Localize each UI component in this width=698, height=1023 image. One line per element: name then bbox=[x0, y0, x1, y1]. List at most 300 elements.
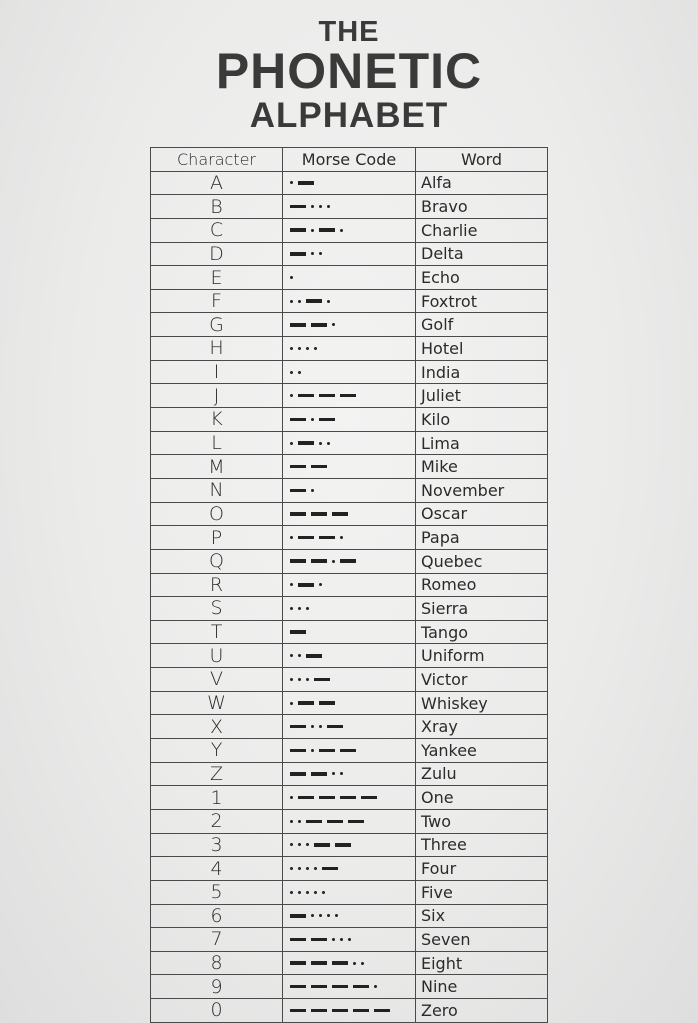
table-row bbox=[151, 621, 548, 645]
morse-dot bbox=[319, 442, 322, 445]
morse-dot bbox=[298, 678, 301, 681]
morse-dash bbox=[290, 323, 306, 327]
table-row bbox=[151, 692, 548, 716]
morse-code-symbols bbox=[290, 337, 322, 360]
morse-dash bbox=[314, 843, 330, 847]
character-cell: 4 bbox=[151, 857, 283, 881]
morse-cell bbox=[283, 668, 416, 692]
header-word: Word bbox=[416, 148, 548, 172]
morse-cell bbox=[283, 928, 416, 952]
morse-dot bbox=[353, 962, 356, 965]
morse-code-symbols bbox=[290, 408, 340, 431]
character-cell: Q bbox=[151, 550, 283, 574]
table-row bbox=[151, 928, 548, 952]
table-header-row bbox=[151, 148, 548, 172]
morse-dot bbox=[290, 867, 293, 870]
morse-dot bbox=[306, 607, 309, 610]
morse-dot bbox=[306, 678, 309, 681]
morse-dash bbox=[332, 512, 348, 516]
table-row bbox=[151, 999, 548, 1023]
morse-dash bbox=[306, 820, 322, 824]
morse-cell bbox=[283, 526, 416, 550]
morse-code-symbols bbox=[290, 881, 330, 904]
word-cell: Echo bbox=[416, 266, 548, 290]
morse-cell bbox=[283, 857, 416, 881]
morse-dash bbox=[311, 465, 327, 469]
morse-code-symbols bbox=[290, 384, 361, 407]
morse-code-symbols bbox=[290, 786, 382, 809]
morse-dash bbox=[311, 938, 327, 942]
morse-cell bbox=[283, 243, 416, 267]
morse-dash bbox=[353, 1009, 369, 1013]
morse-dot bbox=[340, 938, 343, 941]
table-row bbox=[151, 526, 548, 550]
morse-dash bbox=[298, 441, 314, 445]
character-cell: J bbox=[151, 384, 283, 408]
table-row bbox=[151, 668, 548, 692]
morse-cell bbox=[283, 432, 416, 456]
morse-dash bbox=[340, 394, 356, 398]
morse-dot bbox=[322, 891, 325, 894]
morse-code-symbols bbox=[290, 999, 395, 1022]
morse-dash bbox=[311, 1009, 327, 1013]
morse-dot bbox=[319, 205, 322, 208]
morse-dash bbox=[332, 1009, 348, 1013]
character-cell: H bbox=[151, 337, 283, 361]
morse-dot bbox=[290, 300, 293, 303]
word-cell: Juliet bbox=[416, 384, 548, 408]
morse-dot bbox=[298, 820, 301, 823]
morse-dash bbox=[290, 1009, 306, 1013]
word-cell: Six bbox=[416, 905, 548, 929]
word-cell: Quebec bbox=[416, 550, 548, 574]
morse-dot bbox=[290, 607, 293, 610]
morse-cell bbox=[283, 621, 416, 645]
word-cell: One bbox=[416, 786, 548, 810]
table-row bbox=[151, 290, 548, 314]
morse-cell bbox=[283, 195, 416, 219]
word-cell: Oscar bbox=[416, 503, 548, 527]
word-cell: Charlie bbox=[416, 219, 548, 243]
word-cell: Three bbox=[416, 834, 548, 858]
morse-dot bbox=[319, 252, 322, 255]
word-cell: November bbox=[416, 479, 548, 503]
morse-cell bbox=[283, 313, 416, 337]
morse-dot bbox=[319, 725, 322, 728]
morse-dash bbox=[361, 796, 377, 800]
morse-code-symbols bbox=[290, 455, 332, 478]
word-cell: Two bbox=[416, 810, 548, 834]
word-cell: Romeo bbox=[416, 574, 548, 598]
morse-dot bbox=[319, 583, 322, 586]
word-cell: Xray bbox=[416, 715, 548, 739]
morse-code-symbols bbox=[290, 195, 335, 218]
table-row bbox=[151, 479, 548, 503]
morse-code-symbols bbox=[290, 597, 314, 620]
morse-dash bbox=[306, 654, 322, 658]
word-cell: Eight bbox=[416, 952, 548, 976]
morse-cell bbox=[283, 715, 416, 739]
character-cell: N bbox=[151, 479, 283, 503]
morse-dot bbox=[290, 678, 293, 681]
word-cell: Nine bbox=[416, 975, 548, 999]
character-cell: P bbox=[151, 526, 283, 550]
morse-dash bbox=[340, 559, 356, 563]
morse-code-symbols bbox=[290, 219, 348, 242]
table-row bbox=[151, 715, 548, 739]
morse-cell bbox=[283, 219, 416, 243]
morse-dot bbox=[290, 371, 293, 374]
morse-dash bbox=[290, 938, 306, 942]
word-cell: Whiskey bbox=[416, 692, 548, 716]
morse-dot bbox=[306, 891, 309, 894]
morse-cell bbox=[283, 266, 416, 290]
morse-dot bbox=[340, 536, 343, 539]
table-row bbox=[151, 881, 548, 905]
character-cell: 3 bbox=[151, 834, 283, 858]
morse-dash bbox=[311, 985, 327, 989]
morse-dash bbox=[340, 749, 356, 753]
morse-code-symbols bbox=[290, 834, 356, 857]
morse-dot bbox=[335, 914, 338, 917]
morse-code-symbols bbox=[290, 266, 298, 289]
character-cell: C bbox=[151, 219, 283, 243]
morse-dot bbox=[332, 560, 335, 563]
character-cell: M bbox=[151, 455, 283, 479]
character-cell: Z bbox=[151, 763, 283, 787]
word-cell: Papa bbox=[416, 526, 548, 550]
word-cell: Tango bbox=[416, 621, 548, 645]
word-cell: Victor bbox=[416, 668, 548, 692]
table-row bbox=[151, 243, 548, 267]
morse-cell bbox=[283, 692, 416, 716]
morse-code-symbols bbox=[290, 526, 348, 549]
character-cell: X bbox=[151, 715, 283, 739]
table-row bbox=[151, 905, 548, 929]
table-row bbox=[151, 266, 548, 290]
word-cell: Lima bbox=[416, 432, 548, 456]
character-cell: K bbox=[151, 408, 283, 432]
morse-dash bbox=[298, 394, 314, 398]
table-row bbox=[151, 810, 548, 834]
character-cell: 1 bbox=[151, 786, 283, 810]
title-phonetic: PHONETIC bbox=[215, 43, 483, 99]
table-row bbox=[151, 857, 548, 881]
morse-code-symbols bbox=[290, 172, 319, 195]
character-cell: 6 bbox=[151, 905, 283, 929]
morse-dot bbox=[298, 867, 301, 870]
morse-code-symbols bbox=[290, 644, 327, 667]
morse-dash bbox=[311, 512, 327, 516]
morse-dash bbox=[290, 749, 306, 753]
morse-dot bbox=[327, 914, 330, 917]
morse-dot bbox=[290, 583, 293, 586]
morse-dash bbox=[290, 985, 306, 989]
header-character: Character bbox=[151, 148, 283, 172]
morse-dash bbox=[319, 394, 335, 398]
morse-code-symbols bbox=[290, 668, 335, 691]
morse-dot bbox=[290, 820, 293, 823]
morse-cell bbox=[283, 810, 416, 834]
morse-dash bbox=[290, 418, 306, 422]
word-cell: Alfa bbox=[416, 172, 548, 196]
morse-dot bbox=[311, 489, 314, 492]
word-cell: Yankee bbox=[416, 739, 548, 763]
morse-dash bbox=[319, 536, 335, 540]
morse-code-symbols bbox=[290, 574, 327, 597]
character-cell: F bbox=[151, 290, 283, 314]
morse-dot bbox=[290, 442, 293, 445]
character-cell: R bbox=[151, 574, 283, 598]
morse-code-symbols bbox=[290, 739, 361, 762]
morse-code-symbols bbox=[290, 905, 343, 928]
morse-dot bbox=[298, 607, 301, 610]
word-cell: Foxtrot bbox=[416, 290, 548, 314]
table-body bbox=[151, 172, 548, 1023]
morse-dash bbox=[374, 1009, 390, 1013]
morse-dash bbox=[298, 701, 314, 705]
table-row bbox=[151, 550, 548, 574]
morse-dot bbox=[290, 276, 293, 279]
morse-dot bbox=[332, 772, 335, 775]
morse-dash bbox=[298, 536, 314, 540]
morse-dash bbox=[327, 725, 343, 729]
morse-cell bbox=[283, 172, 416, 196]
morse-dash bbox=[319, 749, 335, 753]
morse-cell bbox=[283, 479, 416, 503]
morse-dash bbox=[290, 205, 306, 209]
morse-dash bbox=[322, 867, 338, 871]
word-cell: Seven bbox=[416, 928, 548, 952]
morse-cell bbox=[283, 763, 416, 787]
table-row bbox=[151, 786, 548, 810]
table-row bbox=[151, 763, 548, 787]
morse-dot bbox=[332, 323, 335, 326]
morse-code-symbols bbox=[290, 503, 353, 526]
word-cell: Hotel bbox=[416, 337, 548, 361]
morse-code-symbols bbox=[290, 243, 327, 266]
morse-dot bbox=[314, 347, 317, 350]
morse-dot bbox=[311, 725, 314, 728]
morse-dash bbox=[348, 820, 364, 824]
morse-dash bbox=[311, 961, 327, 965]
morse-dot bbox=[340, 772, 343, 775]
morse-dash bbox=[290, 228, 306, 232]
table-row bbox=[151, 384, 548, 408]
word-cell: Zulu bbox=[416, 763, 548, 787]
character-cell: S bbox=[151, 597, 283, 621]
morse-cell bbox=[283, 881, 416, 905]
morse-code-symbols bbox=[290, 975, 382, 998]
morse-dot bbox=[311, 205, 314, 208]
character-cell: Y bbox=[151, 739, 283, 763]
morse-dash bbox=[314, 678, 330, 682]
morse-cell bbox=[283, 574, 416, 598]
morse-cell bbox=[283, 384, 416, 408]
word-cell: Bravo bbox=[416, 195, 548, 219]
morse-dot bbox=[311, 229, 314, 232]
character-cell: 9 bbox=[151, 975, 283, 999]
morse-code-symbols bbox=[290, 810, 369, 833]
morse-dot bbox=[298, 347, 301, 350]
morse-dot bbox=[348, 938, 351, 941]
morse-cell bbox=[283, 786, 416, 810]
morse-dot bbox=[298, 891, 301, 894]
morse-cell bbox=[283, 905, 416, 929]
morse-dot bbox=[340, 229, 343, 232]
character-cell: 0 bbox=[151, 999, 283, 1023]
title-alphabet: ALPHABET bbox=[249, 96, 449, 135]
morse-cell bbox=[283, 644, 416, 668]
morse-cell bbox=[283, 999, 416, 1023]
word-cell: Golf bbox=[416, 313, 548, 337]
word-cell: India bbox=[416, 361, 548, 385]
morse-dot bbox=[306, 843, 309, 846]
table-row bbox=[151, 834, 548, 858]
table-row bbox=[151, 313, 548, 337]
morse-dot bbox=[332, 938, 335, 941]
morse-dash bbox=[290, 961, 306, 965]
morse-dot bbox=[314, 867, 317, 870]
morse-dot bbox=[290, 843, 293, 846]
morse-code-symbols bbox=[290, 313, 340, 336]
morse-code-symbols bbox=[290, 361, 306, 384]
morse-dot bbox=[311, 749, 314, 752]
morse-code-symbols bbox=[290, 763, 348, 786]
table-row bbox=[151, 975, 548, 999]
morse-dot bbox=[311, 252, 314, 255]
character-cell: W bbox=[151, 692, 283, 716]
character-cell: G bbox=[151, 313, 283, 337]
morse-dash bbox=[298, 181, 314, 185]
morse-dot bbox=[311, 914, 314, 917]
morse-dash bbox=[332, 985, 348, 989]
morse-dash bbox=[319, 228, 335, 232]
morse-dash bbox=[319, 701, 335, 705]
character-cell: T bbox=[151, 621, 283, 645]
character-cell: I bbox=[151, 361, 283, 385]
header-morse-code: Morse Code bbox=[283, 148, 416, 172]
morse-dot bbox=[298, 371, 301, 374]
morse-dash bbox=[290, 252, 306, 256]
morse-dash bbox=[311, 323, 327, 327]
morse-cell bbox=[283, 408, 416, 432]
morse-cell bbox=[283, 550, 416, 574]
morse-code-symbols bbox=[290, 621, 311, 644]
morse-dash bbox=[319, 418, 335, 422]
table-row bbox=[151, 952, 548, 976]
morse-dot bbox=[290, 181, 293, 184]
character-cell: L bbox=[151, 432, 283, 456]
character-cell: 8 bbox=[151, 952, 283, 976]
morse-dash bbox=[290, 725, 306, 729]
morse-dot bbox=[327, 442, 330, 445]
table-row bbox=[151, 337, 548, 361]
morse-cell bbox=[283, 337, 416, 361]
table-row bbox=[151, 219, 548, 243]
table-row bbox=[151, 644, 548, 668]
morse-dot bbox=[290, 654, 293, 657]
character-cell: 2 bbox=[151, 810, 283, 834]
morse-dash bbox=[290, 914, 306, 918]
morse-code-symbols bbox=[290, 432, 335, 455]
morse-dash bbox=[290, 465, 306, 469]
morse-code-symbols bbox=[290, 928, 356, 951]
morse-dash bbox=[327, 820, 343, 824]
word-cell: Zero bbox=[416, 999, 548, 1023]
morse-dash bbox=[298, 583, 314, 587]
morse-cell bbox=[283, 834, 416, 858]
table-row bbox=[151, 597, 548, 621]
morse-cell bbox=[283, 361, 416, 385]
morse-dot bbox=[290, 394, 293, 397]
morse-dash bbox=[353, 985, 369, 989]
character-cell: U bbox=[151, 644, 283, 668]
table-row bbox=[151, 195, 548, 219]
morse-dash bbox=[335, 843, 351, 847]
morse-dash bbox=[306, 299, 322, 303]
morse-dash bbox=[290, 630, 306, 634]
table-row bbox=[151, 172, 548, 196]
morse-dot bbox=[327, 300, 330, 303]
morse-dash bbox=[290, 512, 306, 516]
table-row bbox=[151, 455, 548, 479]
morse-dash bbox=[311, 772, 327, 776]
morse-dot bbox=[306, 347, 309, 350]
morse-cell bbox=[283, 455, 416, 479]
morse-cell bbox=[283, 975, 416, 999]
character-cell: A bbox=[151, 172, 283, 196]
table-row bbox=[151, 574, 548, 598]
morse-dash bbox=[290, 772, 306, 776]
morse-dot bbox=[298, 843, 301, 846]
character-cell: V bbox=[151, 668, 283, 692]
morse-dash bbox=[298, 796, 314, 800]
character-cell: D bbox=[151, 243, 283, 267]
morse-code-symbols bbox=[290, 290, 335, 313]
morse-dash bbox=[290, 559, 306, 563]
morse-dash bbox=[290, 489, 306, 493]
table-row bbox=[151, 739, 548, 763]
word-cell: Mike bbox=[416, 455, 548, 479]
morse-code-symbols bbox=[290, 715, 348, 738]
character-cell: E bbox=[151, 266, 283, 290]
table-row bbox=[151, 361, 548, 385]
table-row bbox=[151, 432, 548, 456]
morse-dash bbox=[332, 961, 348, 965]
character-cell: B bbox=[151, 195, 283, 219]
morse-cell bbox=[283, 290, 416, 314]
morse-dot bbox=[290, 347, 293, 350]
table-row bbox=[151, 503, 548, 527]
character-cell: 5 bbox=[151, 881, 283, 905]
character-cell: O bbox=[151, 503, 283, 527]
morse-cell bbox=[283, 597, 416, 621]
word-cell: Five bbox=[416, 881, 548, 905]
morse-dash bbox=[340, 796, 356, 800]
morse-dot bbox=[319, 914, 322, 917]
morse-code-symbols bbox=[290, 479, 319, 502]
morse-dot bbox=[361, 962, 364, 965]
morse-dot bbox=[374, 985, 377, 988]
morse-code-symbols bbox=[290, 692, 340, 715]
morse-dot bbox=[290, 891, 293, 894]
table-row bbox=[151, 408, 548, 432]
morse-dot bbox=[327, 205, 330, 208]
word-cell: Kilo bbox=[416, 408, 548, 432]
morse-code-symbols bbox=[290, 550, 361, 573]
word-cell: Uniform bbox=[416, 644, 548, 668]
